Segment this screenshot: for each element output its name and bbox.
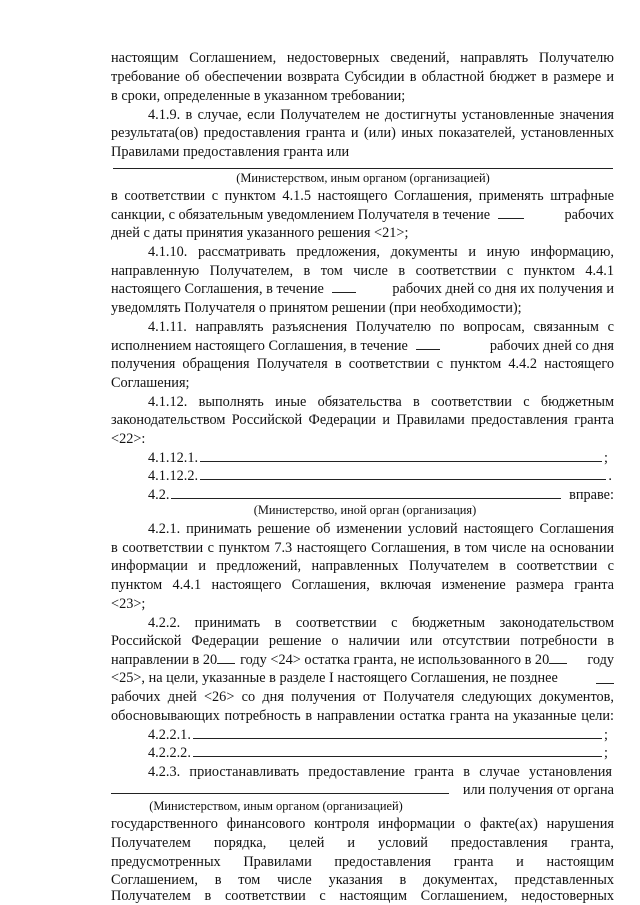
- blank-line: [549, 651, 567, 664]
- blank-line: [193, 744, 602, 757]
- blank-line: [498, 206, 524, 219]
- text-line: [111, 651, 614, 669]
- text-line: Получателем в соответствии с настоящим Соглашением, недостоверных: [111, 888, 614, 904]
- text-line: законодательством Российской Федерации и Правилами предоставления гранта: [111, 412, 614, 428]
- blank-line: [217, 651, 235, 664]
- text-line: <22>:: [111, 431, 146, 447]
- blank-line: [416, 337, 440, 350]
- field-caption: (Министерством, иным органом (организацией): [149, 799, 403, 813]
- text-line: <23>;: [111, 596, 146, 612]
- text-line: дней с даты принятия указанного решения <21>;: [111, 225, 409, 241]
- text-line: 4.1.12. выполнять иные обязательства в соответствии с бюджетным: [148, 394, 614, 410]
- text-fragment: исполнением настоящего Соглашения, в течение: [111, 338, 408, 354]
- text-line: [111, 337, 614, 355]
- text-line: уведомлять Получателя о принятом решении (при необходимости);: [111, 300, 522, 316]
- blank-line: [332, 280, 356, 293]
- text-fragment: <25>, на цели, указанные в разделе I настоящего Соглашения, не позднее: [111, 670, 558, 686]
- text-line: обосновывающих потребность в направлении остатка гранта на указанные цели:: [111, 708, 614, 724]
- text-fragment: рабочих: [564, 207, 614, 223]
- text-line: требование об обеспечении возврата Субсидии в областной бюджет в размере и: [111, 69, 614, 85]
- text-line: в сроки, определенные в указанном требовании;: [111, 88, 406, 104]
- text-line: Соглашением, в том числе указания в документах, представленных: [111, 872, 614, 888]
- text-line: 4.2.1. принимать решение об изменении условий настоящего Соглашения: [148, 521, 614, 537]
- item-end: ;: [604, 745, 608, 761]
- text-line: государственного финансового контроля информации о факте(ах) нарушения: [111, 816, 614, 832]
- text-line: предусмотренных Правилами предоставления гранта и настоящим: [111, 854, 614, 870]
- text-line: Соглашения;: [111, 375, 190, 391]
- text-line: [111, 206, 614, 224]
- text-line: [111, 781, 614, 799]
- text-line: направленную Получателем, в том числе в соответствии с пунктом 4.4.1: [111, 263, 614, 279]
- text-line: 4.1.10. рассматривать предложения, документы и иную информацию,: [148, 244, 614, 260]
- blank-line: [193, 726, 602, 739]
- text-fragment: направлении в 20: [111, 652, 218, 668]
- blank-line: [113, 168, 613, 169]
- text-line: 4.2.2. принимать в соответствии с бюджетным законодательством: [148, 615, 614, 631]
- blank-line: [200, 467, 606, 480]
- text-fragment: рабочих дней со дня: [489, 338, 614, 354]
- text-line: 4.1.11. направлять разъяснения Получателю по вопросам, связанным с: [148, 319, 614, 335]
- field-caption: (Министерством, иным органом (организацией): [236, 171, 490, 185]
- blank-item: [148, 726, 608, 744]
- blank-item: [148, 467, 612, 485]
- text-line: получения обращения Получателя в соответствии с пунктом 4.4.2 настоящего: [111, 356, 614, 372]
- item-number: 4.1.12.2.: [148, 468, 199, 484]
- item-number: 4.1.12.1.: [148, 450, 199, 466]
- item-end: вправе:: [569, 487, 614, 503]
- item-end: ;: [604, 450, 608, 466]
- field-caption: (Министерство, иной орган (организация): [253, 503, 477, 517]
- text-line: информации и предложений, направленных Получателем в соответствии с: [111, 558, 614, 574]
- text-line: пунктом 4.4.1 настоящего Соглашения, включая изменение размера гранта: [111, 577, 614, 593]
- text-line: рабочих дней <26> со дня получения от Получателя следующих документов,: [111, 689, 614, 705]
- text-line: Получателем порядка, целей и условий предоставления гранта,: [111, 835, 614, 851]
- item-number: 4.2.2.1.: [148, 727, 191, 743]
- text-line: [111, 669, 614, 687]
- blank-line: [171, 486, 561, 499]
- text-line: 4.1.9. в случае, если Получателем не достигнуты установленные значения: [148, 107, 614, 123]
- blank-item: [148, 744, 608, 762]
- text-line: Российской Федерации решение о наличии или отсутствии потребности в: [111, 633, 614, 649]
- text-line: в соответствии с пунктом 7.3 настоящего Соглашения, в том числе на основании: [111, 540, 614, 556]
- text-line: результата(ов) предоставления гранта и (или) иных показателей, установленных: [111, 125, 614, 141]
- item-number: 4.2.2.2.: [148, 745, 191, 761]
- item-end: ;: [604, 727, 608, 743]
- text-fragment: рабочих дней со дня их получения и: [392, 281, 614, 297]
- blank-line: [200, 449, 602, 462]
- text-line: Правилами предоставления гранта или: [111, 144, 350, 160]
- text-line: в соответствии с пунктом 4.1.5 настоящего Соглашения, применять штрафные: [111, 188, 614, 204]
- item-end: .: [608, 468, 612, 484]
- text-fragment: или получения от органа: [462, 782, 614, 798]
- text-fragment: настоящего Соглашения, в течение: [111, 281, 324, 297]
- blank-line: [596, 671, 614, 684]
- blank-item: [148, 486, 614, 504]
- text-line: 4.2.3. приостанавливать предоставление гранта в случае установления: [148, 764, 612, 780]
- blank-item: [148, 449, 608, 467]
- text-fragment: году <24> остатка гранта, не использованного в 20: [240, 652, 550, 668]
- text-line: настоящим Соглашением, недостоверных сведений, направлять Получателю: [111, 50, 614, 66]
- item-number: 4.2.: [148, 487, 170, 503]
- text-line: [111, 280, 614, 298]
- blank-line: [111, 781, 449, 794]
- text-fragment: санкции, с обязательным уведомлением Получателя в течение: [111, 207, 491, 223]
- text-fragment: году: [587, 652, 614, 668]
